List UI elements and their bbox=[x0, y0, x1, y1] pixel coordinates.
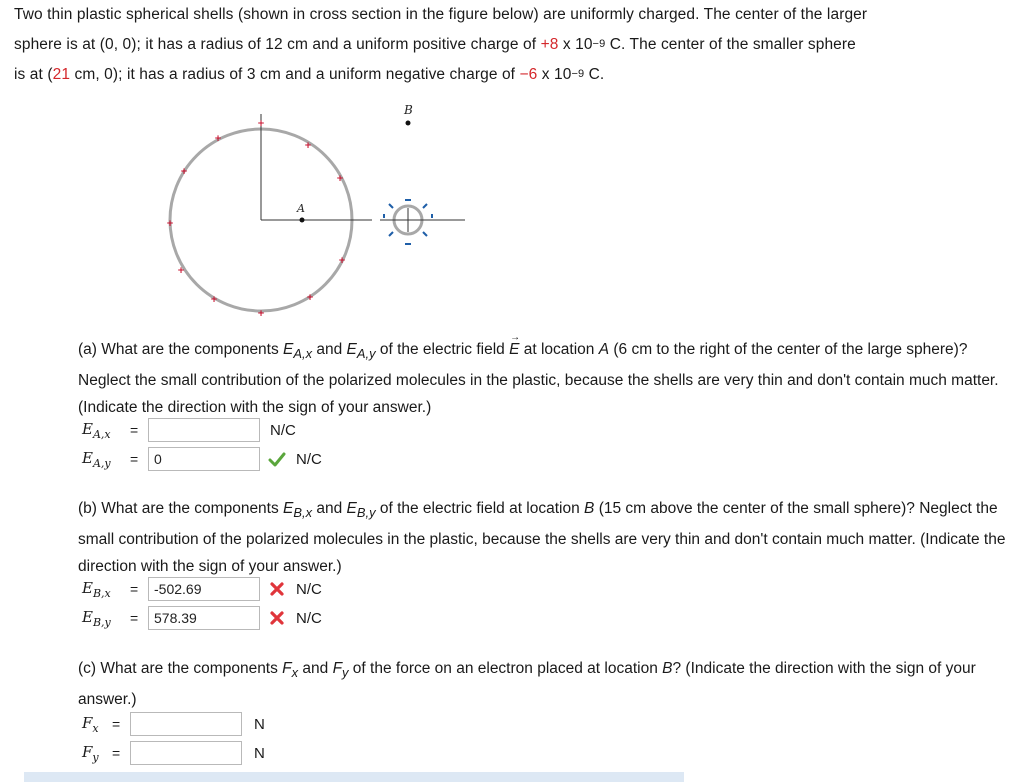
part-b bbox=[78, 495, 1008, 580]
point-a-dot bbox=[300, 218, 305, 223]
plus-sign: + bbox=[166, 219, 174, 229]
small-sphere-x: 21 bbox=[52, 66, 71, 83]
unit-label: N/C bbox=[296, 609, 322, 627]
figure-svg bbox=[150, 96, 480, 326]
point-a-label: A bbox=[297, 202, 305, 215]
part-b-question: (b) What are the components $E_{B,x}$ and $E_{B,y}$ of the electric field at location B (15 cm above the center of the small sphere)? Neglect the small contribution of the polarized molecules in the plastic, because the shells are very thin and don't contain much matter. (Indicate the direction with the sign of your answer.) bbox=[78, 500, 1006, 576]
answer-row-eay: $E_{A,y}$ = 0 N/C bbox=[82, 446, 322, 472]
plus-sign: + bbox=[177, 266, 185, 276]
bottom-bar bbox=[24, 772, 684, 782]
cross-icon bbox=[266, 578, 288, 600]
answer-label: $F_y$ bbox=[82, 742, 99, 764]
spheres-figure bbox=[150, 96, 480, 326]
fx-input[interactable] bbox=[130, 712, 242, 736]
problem-line-1: Two thin plastic spherical shells (shown in cross section in the figure below) are uniformly charged. The center of the larger bbox=[14, 6, 868, 23]
problem-line-3: is at (21 cm, 0); it has a radius of 3 cm and a uniform negative charge of −6 x $10^{-9}$ C. bbox=[14, 66, 605, 83]
small-sphere-charge: −6 bbox=[519, 66, 538, 83]
unit-label: N/C bbox=[296, 450, 322, 468]
plus-sign: + bbox=[304, 141, 312, 151]
point-b-dot bbox=[406, 121, 411, 126]
plus-sign: + bbox=[214, 134, 222, 144]
answer-label: $F_x$ bbox=[82, 713, 99, 735]
unit-label: N bbox=[254, 744, 265, 762]
answer-row-fx: $F_x$ = N bbox=[82, 713, 265, 735]
minus-sign bbox=[423, 204, 427, 208]
minus-sign bbox=[389, 232, 393, 236]
answer-label: $E_{B,x}$ bbox=[82, 578, 111, 600]
vector-e: E → bbox=[509, 336, 519, 363]
plus-sign: + bbox=[180, 167, 188, 177]
eay-input[interactable] bbox=[148, 447, 260, 471]
plus-sign: + bbox=[306, 293, 314, 303]
part-a bbox=[78, 332, 1008, 421]
problem-line-2: sphere is at (0, 0); it has a radius of 12 cm and a uniform positive charge of +8 x $10^{-9}$ C. The center of the smaller sphere bbox=[14, 36, 856, 53]
answer-label: $E_{A,y}$ bbox=[82, 448, 111, 470]
plus-sign: + bbox=[210, 295, 218, 305]
unit-label: N bbox=[254, 715, 265, 733]
minus-sign bbox=[389, 204, 393, 208]
checkmark-icon bbox=[266, 448, 288, 470]
plus-sign: + bbox=[338, 256, 346, 266]
point-b-label: B bbox=[404, 103, 413, 117]
minus-sign bbox=[423, 232, 427, 236]
answer-label: $E_{A,x}$ bbox=[82, 419, 111, 441]
answer-row-ebx: $E_{B,x}$ = -502.69 N/C bbox=[82, 576, 322, 602]
unit-label: N/C bbox=[296, 580, 322, 598]
vector-arrow-icon: → bbox=[510, 332, 521, 343]
cross-icon bbox=[266, 607, 288, 629]
problem-statement bbox=[14, 0, 1014, 90]
eby-input[interactable] bbox=[148, 606, 260, 630]
plus-sign: + bbox=[257, 309, 265, 319]
part-a-question: (a) What are the components $E_{A,x}$ and $E_{A,y}$ of the electric field E → at location A (6 cm to the right of the center of the large sphere)? Neglect the small contribution of the polarized molecules in the plastic, because the shells are very thin and don't contain much matter. (Indicate the direction with the sign of your answer.) bbox=[78, 336, 1008, 421]
plus-sign: + bbox=[336, 174, 344, 184]
eax-input[interactable] bbox=[148, 418, 260, 442]
ebx-input[interactable] bbox=[148, 577, 260, 601]
answer-row-eby: $E_{B,y}$ = 578.39 N/C bbox=[82, 605, 322, 631]
large-sphere-charge: +8 bbox=[540, 36, 559, 53]
part-c bbox=[78, 655, 1008, 713]
answer-row-eax: $E_{A,x}$ = N/C bbox=[82, 419, 296, 441]
answer-row-fy: $F_y$ = N bbox=[82, 742, 265, 764]
plus-sign: + bbox=[257, 119, 265, 129]
unit-label: N/C bbox=[270, 421, 296, 439]
answer-label: $E_{B,y}$ bbox=[82, 607, 111, 629]
fy-input[interactable] bbox=[130, 741, 242, 765]
part-c-question: (c) What are the components $F_x$ and $F_y$ of the force on an electron placed at location B? (Indicate the direction with the sign of your answer.) bbox=[78, 660, 976, 709]
